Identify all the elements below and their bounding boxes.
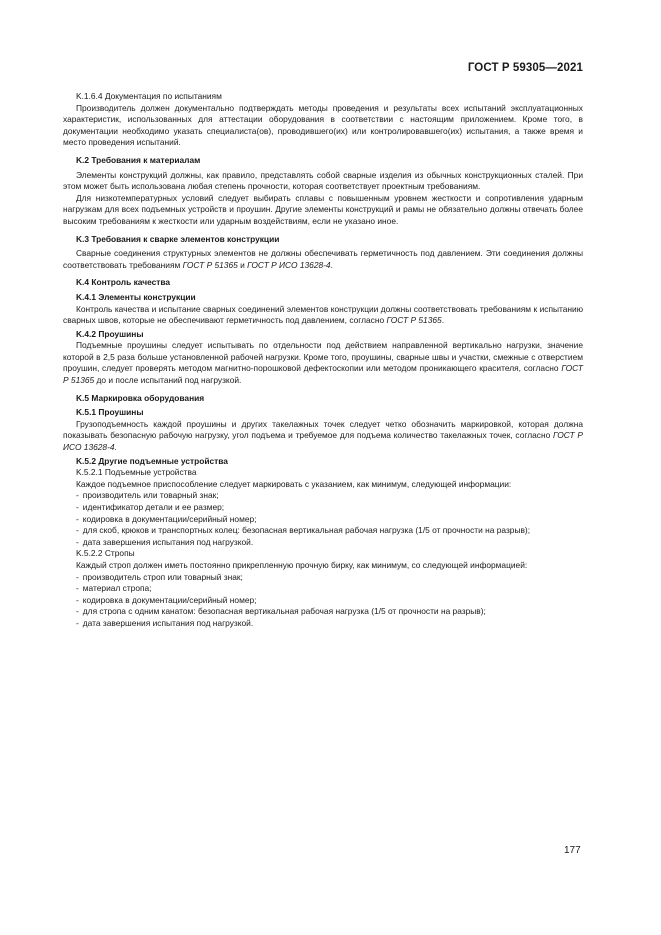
standard-code-header: ГОСТ Р 59305—2021 [467,62,583,74]
clause-heading [63,91,583,103]
section-heading [63,393,583,405]
paragraph [63,193,583,228]
text-run: K.5.2.1 Подъемные устройства [76,467,197,478]
text-run: Производитель должен документально подтверждать методы проведения и результаты всех испытаний эксплуатационных характеристик, использованных для аттестации оборудования в соответствии с настоящим приложением. Кроме того, в документации необходимо указать специалиста(ов), проводившего(их) или контролировавшего(их) испытания, а также время и место проведения испытаний. [63,102,583,148]
list-dash: - [76,583,79,594]
text-run: K.5.1 Проушины [76,407,144,418]
text-run: K.4 Контроль качества [76,277,171,288]
list-dash: - [76,513,79,524]
section-heading [63,234,583,246]
text-run: до и после испытаний под нагрузкой. [94,375,242,386]
standard-reference: ГОСТ Р ИСО 13628-4 [63,430,583,453]
clause-heading [63,548,583,560]
standard-reference: ГОСТ Р 51365 [386,315,442,326]
paragraph [63,103,583,149]
text-run: материал стропа; [82,583,152,594]
text-run: K.5.2 Другие подъемные устройства [76,455,228,466]
text-run: для скоб, крюков и транспортных колец: безопасная вертикальная рабочая нагрузка (1/5 от прочности на разрыв); [82,525,531,536]
list-item [63,525,583,537]
paragraph [63,479,583,491]
text-run: K.3 Требования к сварке элементов конструкции [76,233,280,244]
paragraph [63,419,583,454]
text-run: дата завершения испытания под нагрузкой. [82,536,254,547]
list-dash: - [76,606,79,617]
text-run: K.4.1 Элементы конструкции [76,291,196,302]
list-dash: - [76,617,79,628]
text-run: . [114,442,117,453]
standard-reference: ГОСТ Р 51365 [182,259,238,270]
list-item [63,572,583,584]
paragraph [63,304,583,327]
list-item [63,606,583,618]
list-dash: - [76,594,79,605]
text-run: K.5.2.2 Стропы [76,548,135,559]
text-run: Сварные соединения структурных элементов не должны обеспечивать герметичность под давлением. Эти соединения должны соответствовать требованиям [63,248,583,270]
subsection-heading [63,407,583,419]
list-item [63,595,583,607]
text-run: Элементы конструкций должны, как правило, представлять собой сварные изделия из обычных конструкционных сталей. При этом может быть использована любая степень прочности, которая соответствует проектным требованиям. [63,169,583,192]
list-item [63,502,583,514]
paragraph [63,340,583,386]
text-run: Контроль качества и испытание сварных соединений элементов конструкции должны соответствовать требованиям к испытанию сварных швов, которые не обеспечивают герметичность под давлением, согласно [63,303,583,326]
standard-reference: ГОСТ Р 51365 [63,363,583,386]
standard-reference: ГОСТ Р ИСО 13628-4 [247,259,331,270]
text-run: . [441,315,445,326]
text-run: кодировка в документации/серийный номер; [82,594,257,605]
list-dash: - [76,525,79,536]
list-item [63,514,583,526]
text-run: K.5 Маркировка оборудования [76,392,205,403]
text-run: K.2 Требования к материалам [76,154,201,165]
paragraph [63,248,583,271]
list-dash: - [76,571,79,582]
list-item [63,490,583,502]
text-run: для стропа с одним канатом: безопасная вертикальная рабочая нагрузка (1/5 от прочности на разрыв); [82,606,486,617]
document-body [63,91,583,630]
clause-heading [63,467,583,479]
page-number: 177 [564,845,581,856]
list-dash: - [76,502,79,512]
text-run: производитель или товарный знак; [82,490,219,501]
subsection-heading [63,329,583,341]
text-run: кодировка в документации/серийный номер; [82,513,257,524]
subsection-heading [63,456,583,468]
text-run: Подъемные проушины следует испытывать по отдельности под действием направленной вертикально нагрузки, значение которой в 2,5 раза больше установленной рабочей нагрузки. Кроме того, проушины, сварные швы и участки, смежные с отверстием проушин, следует проверять методом магнитно-порошковой дефектоскопии или методом проникающего красителя, согласно [63,340,583,374]
text-run: и [237,259,248,270]
subsection-heading [63,292,583,304]
list-item [63,537,583,549]
list-item [63,583,583,595]
text-run: Грузоподъемность каждой проушины и других такелажных точек следует четко обозначить маркировкой, которая должна показывать безопасную рабочую нагрузку, угол подъема и требуемое для подъема количество такелажных точек, согласно [63,418,583,441]
paragraph [63,560,583,572]
paragraph [63,170,583,193]
text-run: Каждое подъемное приспособление следует маркировать с указанием, как минимум, следующей информации: [76,478,512,489]
text-run: Для низкотемпературных условий следует выбирать сплавы с повышенным уровнем жесткости и сопротивления ударным нагрузкам для всех подъемных устройств и проушин. Другие элементы конструкций и рамы не обязательно должны отвечать более высоким требованиям к жесткости или ударным воздействиям, если не указано иное. [63,192,583,226]
text-run: . [330,259,333,270]
text-run: идентификатор детали и ее размер; [82,502,225,512]
text-run: дата завершения испытания под нагрузкой. [82,617,254,628]
text-run: Каждый строп должен иметь постоянно прикрепленную прочную бирку, как минимум, со следующей информацией: [76,559,528,570]
section-heading [63,277,583,289]
text-run: производитель строп или товарный знак; [82,571,243,582]
section-heading [63,155,583,167]
text-run: K.1.6.4 Документация по испытаниям [76,91,222,101]
list-dash: - [76,536,79,547]
list-dash: - [76,490,79,501]
list-item [63,618,583,630]
text-run: K.4.2 Проушины [76,328,144,339]
